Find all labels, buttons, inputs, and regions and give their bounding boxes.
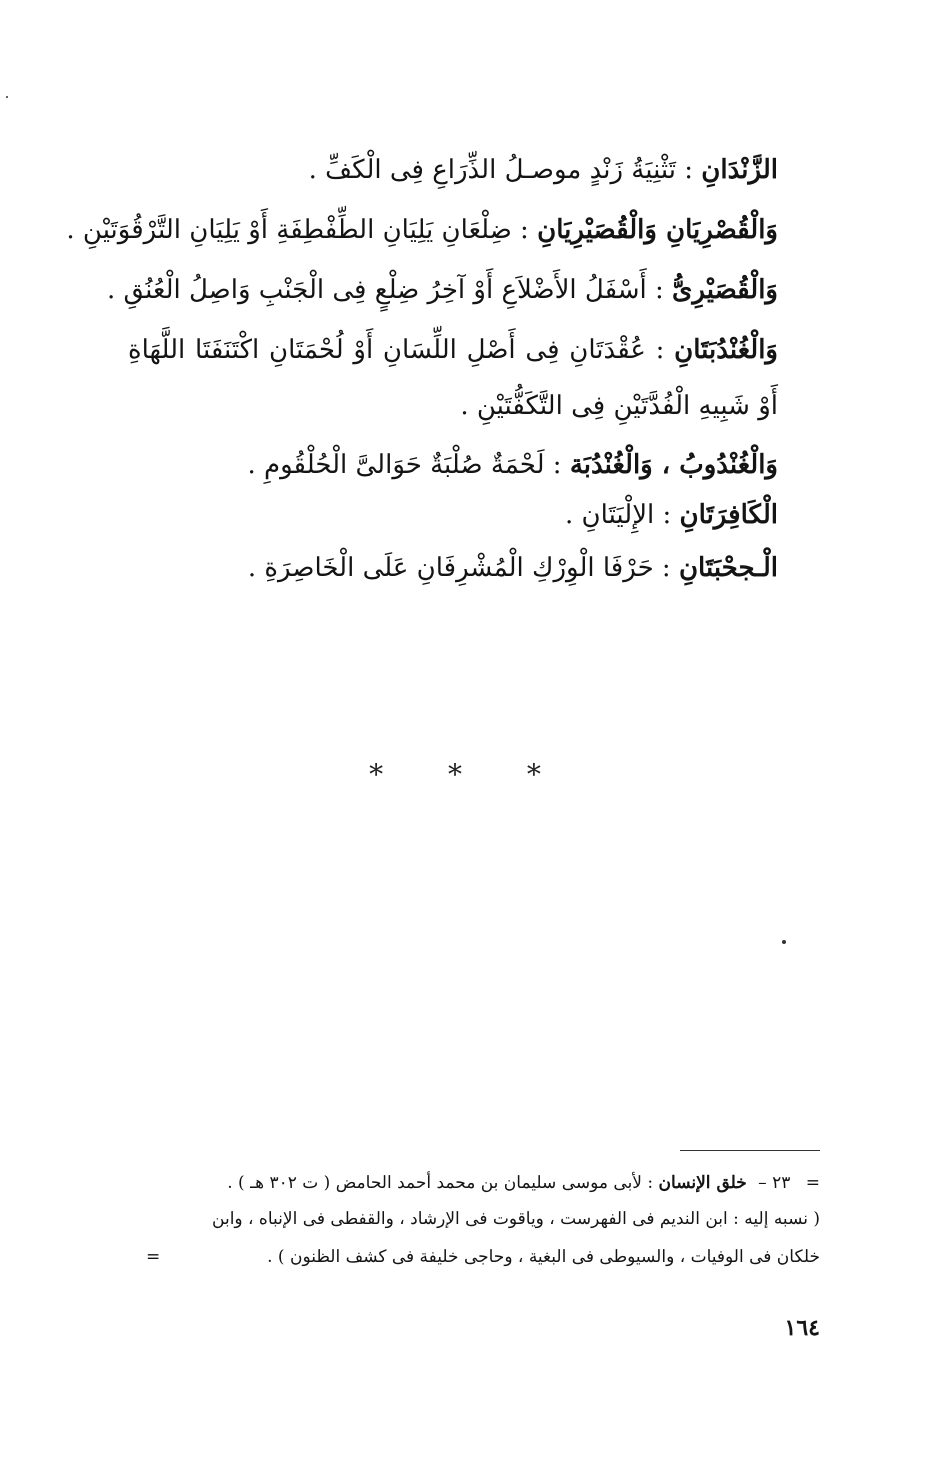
footnote-continuation-mark: = [805,1173,820,1193]
entry-term: الزَّنْدَانِ [701,155,778,185]
entry-qusayri [107,270,778,310]
scan-speck [782,940,786,944]
entry-definition: ضِلْعَانِ يَلِيَانِ الطِّفْطِفَةِ أَوْ يَلِيَانِ التَّرْقُوَتَيْنِ . [66,215,512,245]
entry-ghundub [248,445,779,485]
footnote-number: ٢٣ – [758,1173,791,1193]
entry-definition: أَسْفَلُ الأَضْلاَعِ أَوْ آخِرُ ضِلْعٍ فِى الْجَنْبِ وَاصِلُ الْعُنُقِ . [106,275,647,305]
scan-speck [6,96,8,98]
entry-separator: : [645,335,675,365]
footnote-continuation-mark: = [146,1247,161,1267]
entry-term: وَالْغُنْدُبَتَانِ [674,335,778,365]
footnote-rule [680,1150,820,1151]
footnote-line-2 [130,1202,820,1236]
entry-term: الْكَافِرَتَانِ [679,500,778,530]
footnote-text: خلكان فى الوفيات ، والسيوطى فى البغية ، وحاجى خليفة فى كشف الظنون ) . [267,1247,820,1267]
entry-term: وَالْقُصَيْرِىُّ [672,275,778,305]
entry-definition: الإِلْيَتَانِ . [565,500,655,530]
footnote-text: ( نسبه إليه : ابن النديم فى الفهرست ، وياقوت فى الإرشاد ، والقفطى فى الإنباه ، وابن [212,1209,820,1229]
entry-separator: : [654,500,680,530]
entry-kafiratan [565,495,778,535]
entry-term: وَالْغُنْدُوبُ ، وَالْغُنْدُبَة [569,450,778,480]
footnote-title: خلق الإنسان [658,1173,747,1193]
footnote-line-1 [130,1166,820,1200]
entry-separator: : [511,215,538,245]
footnote-line-3 [130,1240,820,1274]
entry-zandan [309,150,778,190]
entry-separator: : [653,553,679,583]
entry-ghundubatan [128,322,778,434]
entry-jahbatan [248,548,778,588]
entry-qusriyan [66,210,778,250]
entry-definition: حَرْفَا الْوِرْكِ الْمُشْرِفَانِ عَلَى الْخَاصِرَةِ . [247,553,654,583]
section-separator-stars: * * * [369,758,569,791]
footnote-text: : لأبى موسى سليمان بن محمد أحمد الحامض ( ت ٣٠٢ هـ ) . [227,1173,654,1193]
entry-separator: : [646,275,673,305]
page-number: ١٦٤ [784,1315,820,1341]
entry-separator: : [544,450,570,480]
entry-separator: : [676,155,702,185]
entry-definition: تَثْنِيَةُ زَنْدٍ موصـلُ الذِّرَاعِ فِى الْكَفِّ . [308,155,676,185]
entry-definition: لَحْمَةٌ صُلْبَةٌ حَوَالىَّ الْحُلْقُومِ . [247,450,545,480]
entry-term: وَالْقُصْرِيَانِ وَالْقُصَيْرِيَانِ [537,215,778,245]
entry-term: الْـجحْبَتَانِ [678,553,778,583]
entry-definition: عُقْدَتَانِ فِى أَصْلِ اللِّسَانِ أَوْ لُحْمَتَانِ اكْتَنَفَتَا اللَّهَاةِ أَوْ شَبِيهِ الْفُدَّتَيْنِ فِى التَّكَفُّتَيْنِ . [128,335,778,421]
